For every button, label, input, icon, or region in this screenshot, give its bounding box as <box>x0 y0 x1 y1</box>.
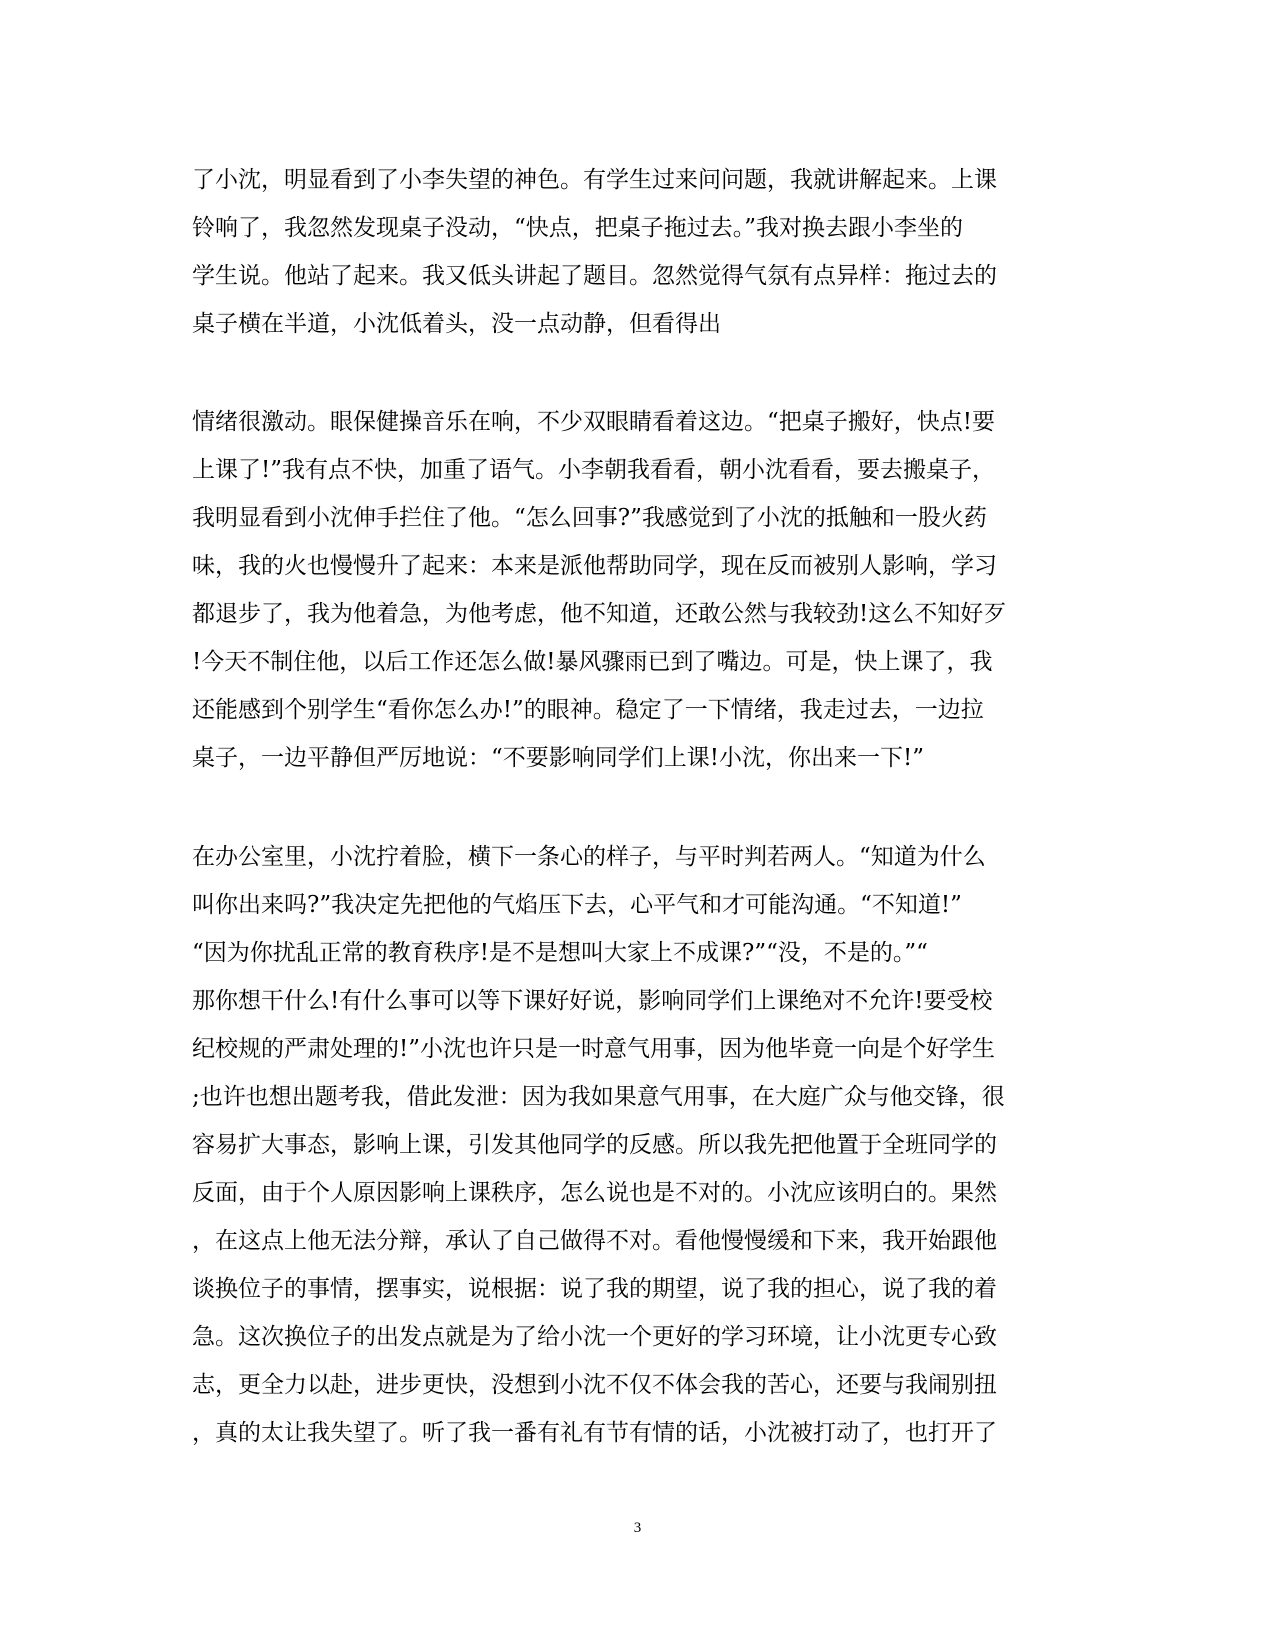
text-line: 学生说。他站了起来。我又低头讲起了题目。忽然觉得气氛有点异样：拖过去的 <box>192 263 997 289</box>
text-line: 叫你出来吗?”我决定先把他的气焰压下去，心平气和才可能沟通。“不知道!” <box>192 892 962 918</box>
text-line: 反面，由于个人原因影响上课秩序，怎么说也是不对的。小沈应该明白的。果然 <box>192 1180 997 1206</box>
text-line: 了小沈，明显看到了小李失望的神色。有学生过来问问题，我就讲解起来。上课 <box>192 167 997 193</box>
text-line: 铃响了，我忽然发现桌子没动，“快点，把桌子拖过去。”我对换去跟小李坐的 <box>192 215 964 241</box>
text-line: !今天不制住他，以后工作还怎么做!暴风骤雨已到了嘴边。可是，快上课了，我 <box>192 649 993 675</box>
text-line: 上课了!”我有点不快，加重了语气。小李朝我看看，朝小沈看看，要去搬桌子， <box>192 457 996 483</box>
text-line: 情绪很激动。眼保健操音乐在响，不少双眼睛看着这边。“把桌子搬好，快点!要 <box>192 409 996 435</box>
text-line: ;也许也想出题考我，借此发泄：因为我如果意气用事，在大庭广众与他交锋，很 <box>192 1084 1005 1110</box>
page-number: 3 <box>633 1520 642 1536</box>
text-line: 味，我的火也慢慢升了起来：本来是派他帮助同学，现在反而被别人影响，学习 <box>192 553 997 579</box>
text-line: 纪校规的严肃处理的!”小沈也许只是一时意气用事，因为他毕竟一向是个好学生 <box>192 1036 996 1062</box>
text-line: 在办公室里，小沈拧着脸，横下一条心的样子，与平时判若两人。“知道为什么 <box>192 844 986 870</box>
paragraph-1 <box>192 156 1092 348</box>
text-line: 桌子横在半道，小沈低着头，没一点动静，但看得出 <box>192 311 721 337</box>
text-line: 容易扩大事态，影响上课，引发其他同学的反感。所以我先把他置于全班同学的 <box>192 1132 997 1158</box>
text-line: 那你想干什么!有什么事可以等下课好好说，影响同学们上课绝对不允许!要受校 <box>192 988 993 1014</box>
text-line: 桌子，一边平静但严厉地说：“不要影响同学们上课!小沈，你出来一下!” <box>192 745 925 771</box>
text-line: 急。这次换位子的出发点就是为了给小沈一个更好的学习环境，让小沈更专心致 <box>192 1324 997 1350</box>
text-line: 还能感到个别学生“看你怎么办!”的眼神。稳定了一下情绪，我走过去，一边拉 <box>192 697 984 723</box>
text-line: 我明显看到小沈伸手拦住了他。“怎么回事?”我感觉到了小沈的抵触和一股火药 <box>192 505 987 531</box>
text-line: “因为你扰乱正常的教育秩序!是不是想叫大家上不成课?”“没，不是的。”“ <box>192 940 928 966</box>
text-line: ，在这点上他无法分辩，承认了自己做得不对。看他慢慢缓和下来，我开始跟他 <box>192 1228 997 1254</box>
text-line: 都退步了，我为他着急，为他考虑，他不知道，还敢公然与我较劲!这么不知好歹 <box>192 601 1007 627</box>
text-line: ，真的太让我失望了。听了我一番有礼有节有情的话，小沈被打动了，也打开了 <box>192 1420 997 1446</box>
text-line: 谈换位子的事情，摆事实，说根据：说了我的期望，说了我的担心，说了我的着 <box>192 1276 997 1302</box>
text-line: 志，更全力以赴，进步更快，没想到小沈不仅不体会我的苦心，还要与我闹别扭 <box>192 1372 997 1398</box>
paragraph-2 <box>192 398 1092 782</box>
paragraph-3 <box>192 833 1092 1457</box>
